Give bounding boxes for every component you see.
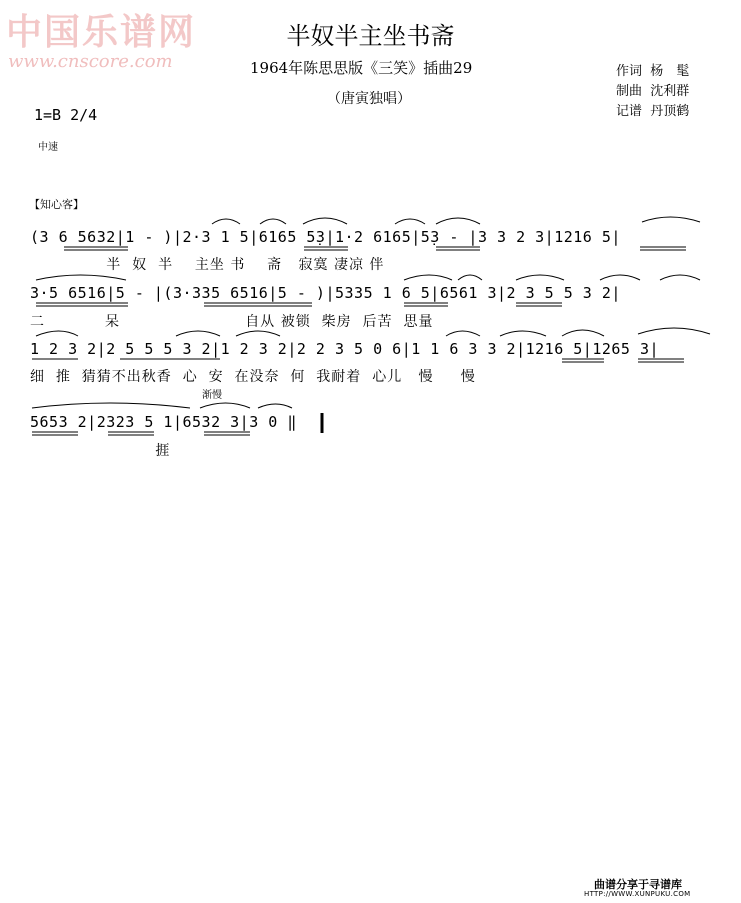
notation-row-3: 1 2 3 2|2 5 5 5 3 2|1 2 3 2|2 2 3 5 0 6|1 1 6 3 3 2|1216 5|1265 3| (30, 340, 660, 358)
credit-name: 杨 髦 (650, 64, 690, 79)
key-signature: 1=B 2/4 (34, 106, 98, 124)
credit-role: 作词 (616, 64, 643, 79)
notation-row-1: (3 6 5632|1 - )|2·3 1 5|6165 5̣3|1·2 6165|5̣3 - |3 3 2 3|1216 5| (30, 228, 621, 246)
notation-row-2: 3·5 6516|5 - |(3·335 6516|5 - )|5335 1 6 5|6561 3|2 3 5 5 3 2| (30, 284, 621, 302)
credit-name: 沈利群 (650, 84, 690, 99)
singer-note: （唐寅独唱） (327, 91, 411, 107)
song-subtitle: 1964年陈思思版《三笑》插曲29 (250, 59, 473, 77)
lyrics-row-1: 半 奴 半 主坐 书 斋 寂寞 凄凉 伴 (30, 257, 385, 273)
footer-share-text: 曲谱分享于寻谱库 (594, 878, 682, 891)
tune-name: 【知心客】 (29, 198, 84, 211)
credit-name: 丹顶鹤 (650, 104, 690, 119)
credit-role: 记谱 (616, 104, 643, 119)
watermark-site-name: 中国乐谱网 (6, 11, 197, 53)
song-title: 半奴半主坐书斋 (286, 22, 455, 50)
credit-role: 制曲 (616, 84, 643, 99)
footer-url[interactable]: HTTP://WWW.XUNPUKU.COM (584, 890, 691, 898)
lyrics-row-4: 捱 (30, 443, 171, 459)
lyrics-row-3: 细 推 猜猜不出秋香 心 安 在没奈 何 我耐着 心儿 慢 慢 (30, 369, 476, 385)
notation-row-4: 5653 2|2323 5 1|6532 3|3 0 ‖ (30, 413, 297, 431)
ritardando-marking: 渐慢 (202, 390, 222, 401)
tempo-marking: 中速 (38, 142, 58, 153)
lyrics-row-2: 二 呆 自从 被锁 柴房 后苦 思量 (30, 314, 434, 330)
watermark-url: www.cnscore.com (8, 51, 173, 72)
